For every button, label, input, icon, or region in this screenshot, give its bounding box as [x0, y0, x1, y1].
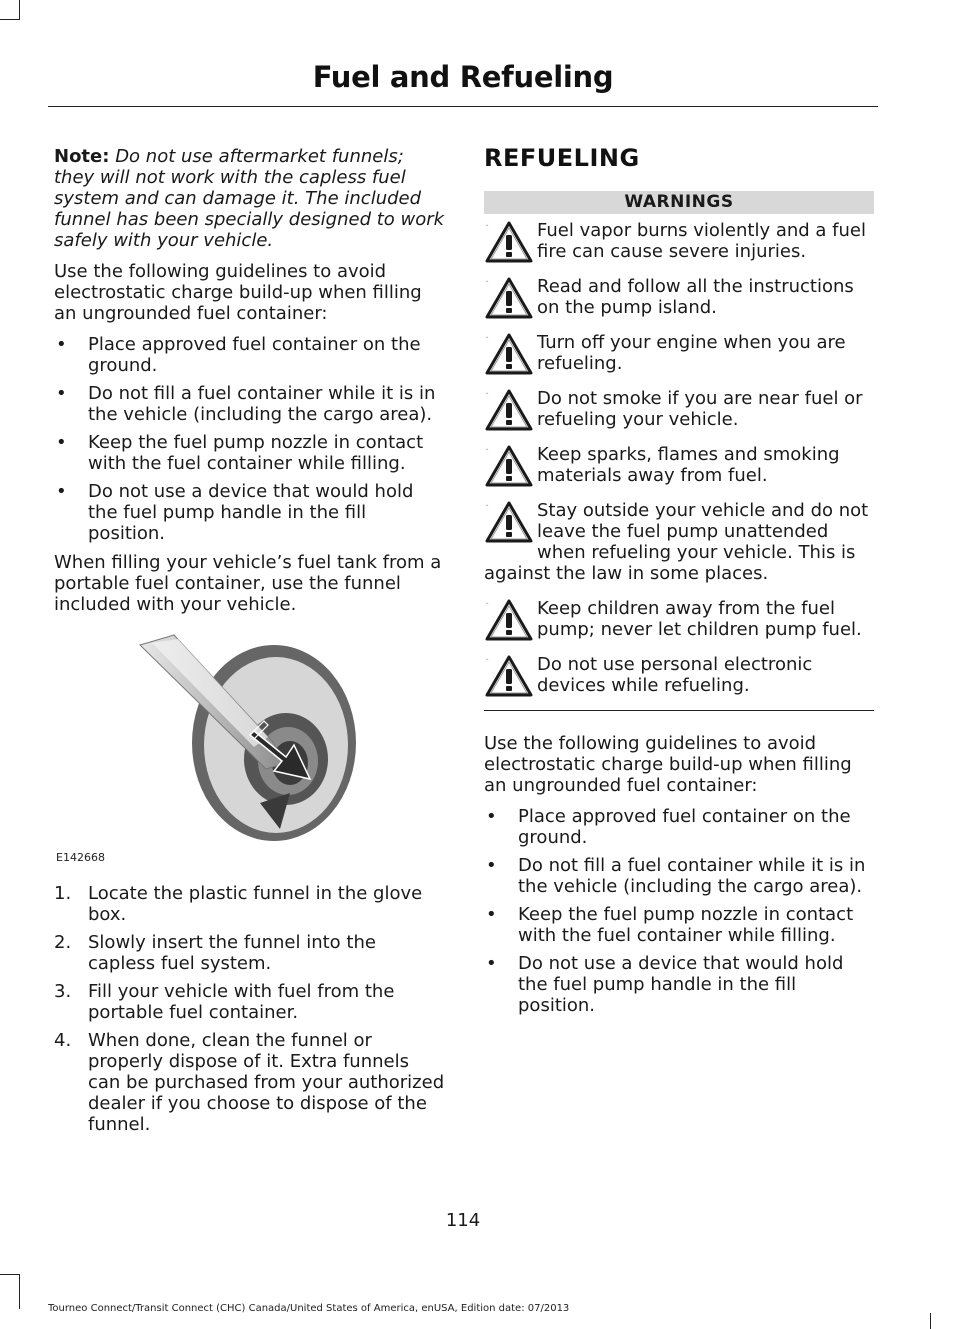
step-text: Fill your vehicle with fuel from the portable fuel container. [88, 981, 395, 1023]
page-title: Fuel and Refueling [312, 60, 614, 94]
warning-item [484, 500, 874, 584]
bullet-icon: • [486, 953, 497, 974]
step-item [54, 981, 446, 1023]
warning-text: Turn off your engine when you are refueling. [537, 332, 846, 374]
warning-item [484, 444, 874, 486]
list-item [484, 953, 874, 1016]
warning-triangle-icon [484, 444, 534, 488]
warning-triangle-icon [484, 220, 534, 264]
warning-triangle-icon [484, 654, 534, 698]
bullet-icon: • [486, 904, 497, 925]
warning-item [484, 332, 874, 374]
warning-text: Do not use personal electronic devices while refueling. [537, 654, 813, 696]
warning-item [484, 654, 874, 696]
crop-mark [0, 19, 20, 20]
section-heading: REFUELING [484, 144, 640, 172]
list-item [484, 855, 874, 897]
list-item-text: Keep the fuel pump nozzle in contact with the fuel container while filling. [518, 904, 854, 946]
step-text: When done, clean the funnel or properly dispose of it. Extra funnels can be purchased from your authorized dealer if you choose to dispose of the funnel. [88, 1030, 445, 1135]
crop-mark [0, 1274, 20, 1275]
step-number: 4. [54, 1030, 72, 1051]
note-text: Do not use aftermarket funnels; they will not work with the capless fuel system and can damage it. The included funnel has been specially designed to work safely with your vehicle. [54, 146, 445, 251]
guidelines-list [54, 334, 446, 544]
warning-triangle-icon [484, 598, 534, 642]
crop-mark [19, 0, 20, 20]
warning-text: Do not smoke if you are near fuel or refueling your vehicle. [537, 388, 863, 430]
bullet-icon: • [56, 334, 67, 355]
list-item-text: Place approved fuel container on the ground. [518, 806, 851, 848]
note-label: Note: [54, 146, 110, 167]
funnel-illustration [54, 633, 446, 873]
title-divider [48, 106, 878, 107]
warning-text: Read and follow all the instructions on the pump island. [537, 276, 854, 318]
warning-text: Keep children away from the fuel pump; never let children pump fuel. [537, 598, 862, 640]
warning-text: Stay outside your vehicle and do not leave the fuel pump unattended when refueling your vehicle. This is against the law in some places. [484, 500, 869, 584]
warnings-header: WARNINGS [484, 191, 874, 214]
funnel-steps-list [54, 883, 446, 1135]
warning-text: Keep sparks, flames and smoking materials away from fuel. [537, 444, 840, 486]
step-item [54, 1030, 446, 1135]
crop-mark [930, 1313, 931, 1329]
list-item [54, 432, 446, 474]
step-text: Locate the plastic funnel in the glove box. [88, 883, 423, 925]
page-number: 114 [445, 1210, 481, 1231]
warning-triangle-icon [484, 500, 534, 544]
right-column [484, 146, 874, 1024]
list-item-text: Do not use a device that would hold the fuel pump handle in the fill position. [88, 481, 414, 544]
funnel-intro: When filling your vehicle’s fuel tank from a portable fuel container, use the funnel included with your vehicle. [54, 552, 442, 615]
list-item-text: Do not fill a fuel container while it is in the vehicle (including the cargo area). [518, 855, 866, 897]
list-item [54, 334, 446, 376]
warning-item [484, 388, 874, 430]
guidelines-list [484, 806, 874, 1016]
guidelines-intro: Use the following guidelines to avoid electrostatic charge build-up when filling an ungrounded fuel container: [484, 733, 852, 796]
list-item-text: Do not fill a fuel container while it is in the vehicle (including the cargo area). [88, 383, 436, 425]
bullet-icon: • [56, 432, 67, 453]
bullet-icon: • [56, 383, 67, 404]
step-number: 3. [54, 981, 72, 1002]
bullet-icon: • [56, 481, 67, 502]
list-item [54, 481, 446, 544]
step-item [54, 883, 446, 925]
crop-mark [19, 1275, 20, 1309]
step-item [54, 932, 446, 974]
step-number: 1. [54, 883, 72, 904]
warnings-divider [484, 710, 874, 711]
warning-item [484, 220, 874, 262]
bullet-icon: • [486, 806, 497, 827]
figure-code: E142668 [56, 851, 105, 864]
warnings-list [484, 220, 874, 696]
step-text: Slowly insert the funnel into the capless fuel system. [88, 932, 376, 974]
warning-triangle-icon [484, 388, 534, 432]
left-column [54, 146, 446, 1143]
note-paragraph [54, 146, 446, 251]
step-number: 2. [54, 932, 72, 953]
list-item [54, 383, 446, 425]
funnel-in-filler-illustration [54, 633, 446, 845]
bullet-icon: • [486, 855, 497, 876]
warning-item [484, 276, 874, 318]
warning-text: Fuel vapor burns violently and a fuel fire can cause severe injuries. [537, 220, 866, 262]
warning-item [484, 598, 874, 640]
footer-edition: Tourneo Connect/Transit Connect (CHC) Canada/United States of America, enUSA, Edition date: 07/2013 [48, 1303, 570, 1314]
list-item [484, 904, 874, 946]
list-item [484, 806, 874, 848]
list-item-text: Keep the fuel pump nozzle in contact with the fuel container while filling. [88, 432, 424, 474]
list-item-text: Place approved fuel container on the ground. [88, 334, 421, 376]
warning-triangle-icon [484, 276, 534, 320]
guidelines-intro: Use the following guidelines to avoid electrostatic charge build-up when filling an ungrounded fuel container: [54, 261, 422, 324]
list-item-text: Do not use a device that would hold the fuel pump handle in the fill position. [518, 953, 844, 1016]
warning-triangle-icon [484, 332, 534, 376]
